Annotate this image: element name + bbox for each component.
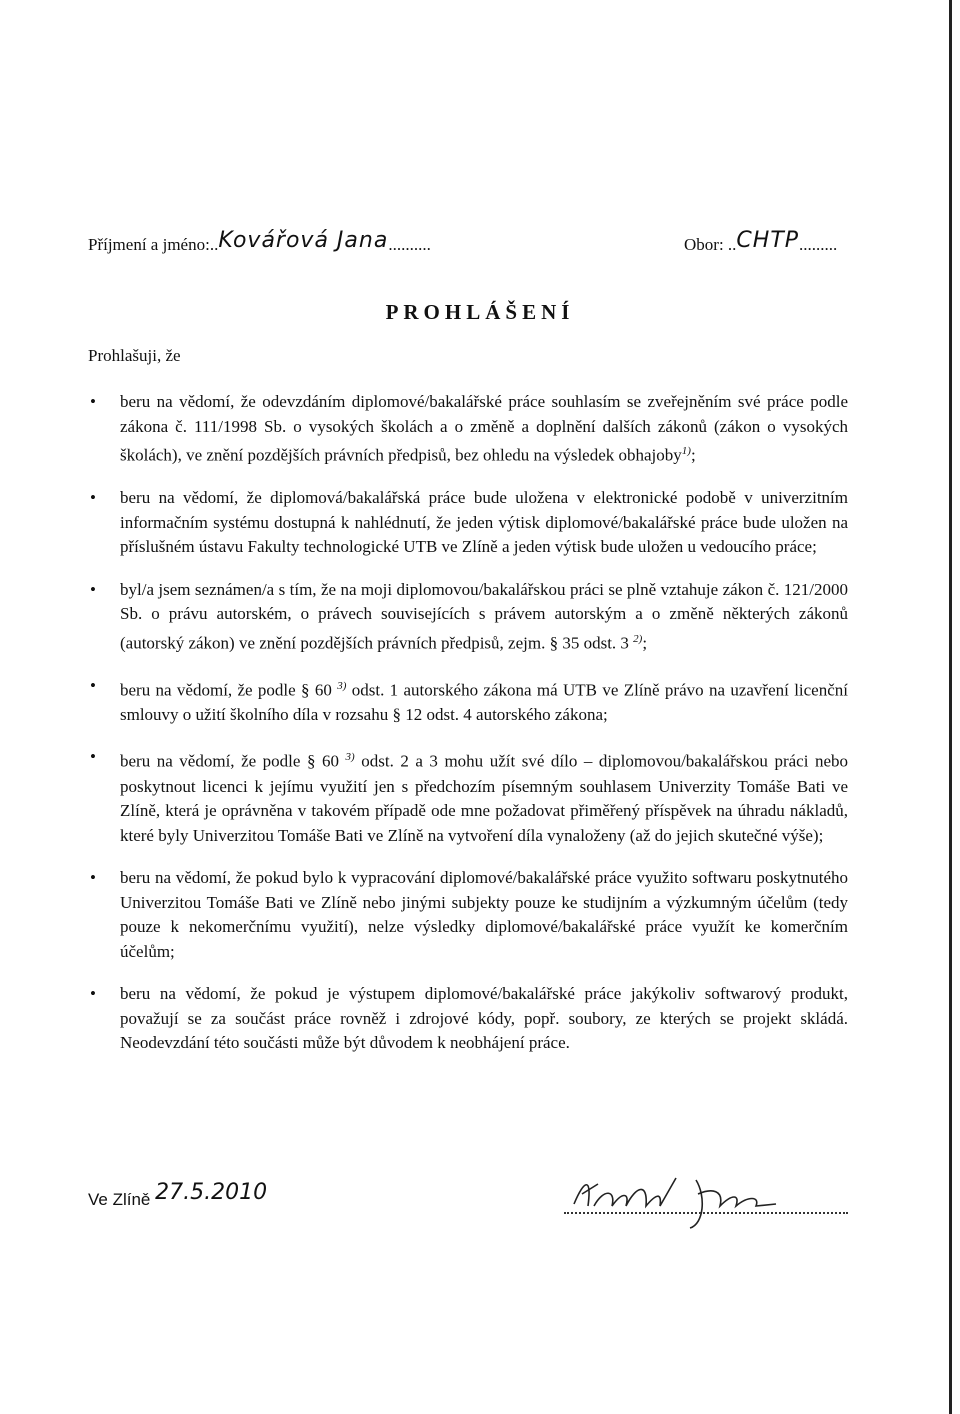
name-label: Příjmení a jméno: xyxy=(88,235,210,254)
intro-text: Prohlašuji, že xyxy=(88,346,181,365)
place-date xyxy=(88,1180,268,1211)
header-line xyxy=(88,225,848,255)
document-title: PROHLÁŠENÍ xyxy=(385,300,575,324)
declaration-list xyxy=(88,390,848,1074)
declaration-item: • beru na vědomí, že podle § 60 $^{3)}$ odst. 2 a 3 mohu užít své dílo – diplomovou/bakalářskou práci nebo poskytnout licenci k jejímu využití jen s předchozím písemným souhlasem Univerzity Tomáše Bati ve Zlíně, která je oprávněna v takovém případě ode mne požadovat přiměřený příspěvek na úhradu nákladů, které byly Univerzitou Tomáše Bati ve Zlíně na vytvoření díla vynaloženy (až do jejich skutečné výše); xyxy=(90,747,848,845)
bullet-icon: • xyxy=(90,984,96,1004)
field-label: Obor: xyxy=(684,235,724,254)
scan-edge-line xyxy=(949,0,952,1414)
declaration-item: • beru na vědomí, že odevzdáním diplomové/bakalářské práce souhlasím se zveřejněním své práce podle zákona č. 111/1998 Sb. o vysokých školách a o změně a doplnění dalších zákonů (zákon o vysokých školách), ve znění pozdějších právních předpisů, bez ohledu na výsledek obhajoby$^{1)}$; xyxy=(90,392,848,465)
bullet-icon: • xyxy=(90,392,96,411)
date-value: 27.5.2010 xyxy=(155,1180,268,1205)
signature-dotted-line xyxy=(564,1212,848,1214)
bullet-icon: • xyxy=(90,675,96,695)
declaration-item: • beru na vědomí, že diplomová/bakalářská práce bude uložena v elektronické podobě v univerzitním informačním systému dostupná k nahlédnutí, že jeden výtisk diplomové/bakalářské práce bude uložen na příslušném ústavu Fakulty technologické UTB ve Zlíně a jeden výtisk bude uložen u vedoucího práce; xyxy=(90,488,848,557)
declaration-item: • beru na vědomí, že pokud je výstupem diplomové/bakalářské práce jakýkoliv softwarový produkt, považují se za součást práce rovněž i zdrojové kódy, popř. soubory, ze kterých se projekt skládá. Neodevzdání této součásti může být důvodem k neobhájení práce. xyxy=(90,984,848,1053)
field-row: Obor: ..CHTP......... xyxy=(684,228,838,254)
bullet-icon: • xyxy=(90,747,96,767)
bullet-icon: • xyxy=(90,868,96,888)
bullet-icon: • xyxy=(90,488,96,508)
declaration-item: • beru na vědomí, že podle § 60 $^{3)}$ odst. 1 autorského zákona má UTB ve Zlíně právo na uzavření licenční smlouvy o užití školního díla v rozsahu § 12 odst. 4 autorského zákona; xyxy=(90,675,849,724)
declaration-item: • byl/a jsem seznámen/a s tím, že na moji diplomovou/bakalářskou práci se plně vztahuje zákon č. 121/2000 Sb. o právu autorském, o právech souvisejících s právem autorským a o změně některých zákonů (autorský zákon) ve znění pozdějších právních předpisů, zejm. § 35 odst. 3 $^{2)}$; xyxy=(90,579,848,653)
field-value: CHTP xyxy=(736,228,800,253)
name-value: Kovářová Jana xyxy=(218,228,389,253)
declaration-item: • beru na vědomí, že pokud bylo k vypracování diplomové/bakalářské práce využito softwaru poskytnutého Univerzitou Tomáše Bati ve Zlíně nebo jinými subjekty pouze ke studijním a výzkumným účelům (tedy pouze k nekomerčnímu využití), nelze výsledky diplomové/bakalářské práce využít ke komerčním účelům; xyxy=(90,868,848,961)
bullet-icon: • xyxy=(90,579,96,599)
signature-area xyxy=(88,1166,848,1246)
place-label: Ve Zlíně xyxy=(88,1190,151,1209)
name-row: Příjmení a jméno:..Kovářová Jana.......... xyxy=(88,228,431,254)
handwritten-signature xyxy=(564,1166,848,1238)
